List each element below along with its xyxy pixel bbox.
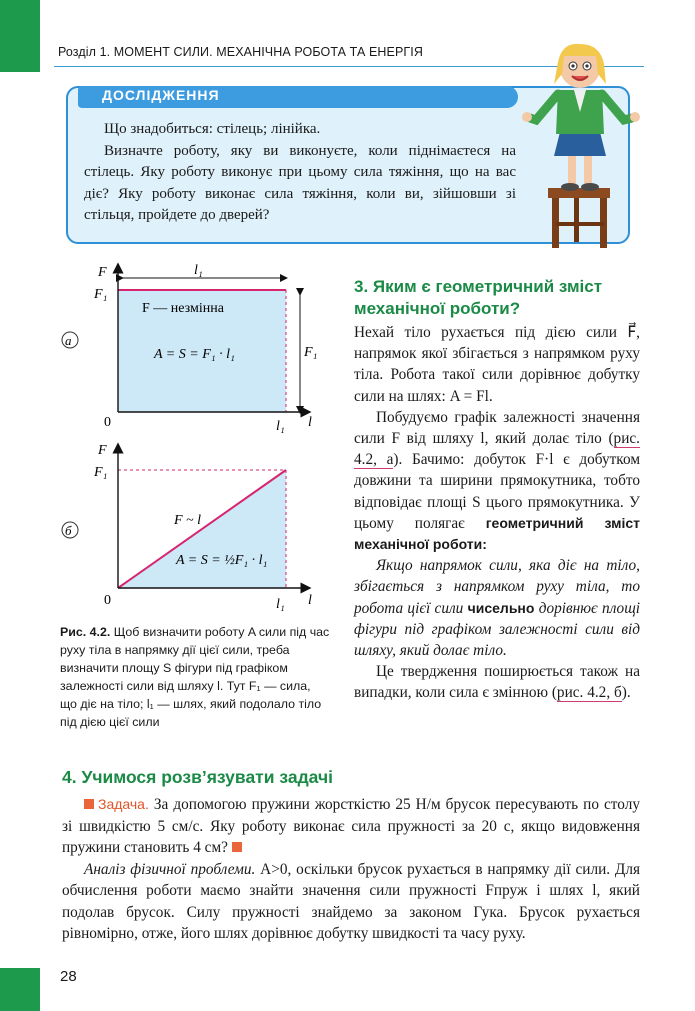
- task-square-icon: [84, 799, 94, 809]
- section-4-title: 4. Учимося розв’язувати задачі: [62, 767, 333, 787]
- graph-b-marker: б: [65, 523, 72, 538]
- graph-b: [62, 443, 312, 612]
- graph-a-formula: A = S = F₁ · l₁: [154, 347, 235, 362]
- page-number: 28: [60, 968, 77, 985]
- analysis: [62, 859, 640, 945]
- graph-b-f1-label: F₁: [94, 465, 108, 480]
- graph-a-f1-label: F₁: [94, 287, 108, 302]
- figure-caption-text: Щоб визначити роботу A сили під час руху тіла в напрямку дії цієї сили, треба визначити площу S фігури під графіком залежності сили від шляху l. Тут F₁ — сила, що діє на тіло; l₁ — шлях, який подолало тіло під дією цієї сили: [60, 625, 330, 729]
- section-3-p3-bold: чисельно: [467, 599, 535, 616]
- section-3-p3-text-b: дорівнює площі фігури під графіком залежності сили від шляху, який долає тіло.: [354, 599, 640, 660]
- graph-b-origin: 0: [104, 593, 111, 608]
- section-3-body: [354, 322, 640, 704]
- green-margin-bar-bottom: [0, 968, 40, 1011]
- task-text: За допомогою пружини жорсткістю 25 Н/м брусок пересувають по столу зі швидкістю 5 см/с. Яку роботу виконає сила пружності за 20 с, якщо видовження пружини становить 4 см?: [62, 796, 641, 856]
- section-3-p1: Нехай тіло рухається під дією сили F⃗, напрямок якої збігається з напрямком руху тіла. Робота такої сили дорівнює добутку сили на шлях: A = Fl.: [354, 324, 640, 405]
- running-header: Розділ 1. МОМЕНТ СИЛИ. МЕХАНІЧНА РОБОТА ТА ЕНЕРГІЯ: [58, 45, 423, 59]
- graph-b-axis-y-label: F: [98, 443, 107, 458]
- figure-caption-lead: Рис. 4.2.: [60, 625, 111, 639]
- task-statement: [62, 794, 640, 859]
- section-3-p2-bold: геометричний зміст механічної роботи:: [354, 514, 640, 553]
- green-margin-bar-top: [0, 0, 40, 72]
- graph-b-l1-tick: l₁: [276, 597, 285, 612]
- graph-a-right-dim: F₁: [304, 345, 318, 360]
- figure-ref-4-2a[interactable]: рис. 4.2, а: [354, 430, 640, 469]
- section-3-p2-text-a: Побудуємо графік залежності значення сили F від шляху l, який долає тіло (: [354, 408, 640, 448]
- figure-4-2: [56, 258, 346, 618]
- section-3-p3-text-a: Якщо напрямок сили, яка діє на тіло, збігається з напрямком руху тіла, то робота цієї сили: [354, 557, 640, 617]
- graph-b-axis-x-label: l: [308, 593, 312, 608]
- figure-caption: [60, 623, 330, 731]
- section-3-title: 3. Яким є геометричний зміст механічної роботи?: [354, 277, 603, 318]
- task-end-square-icon: [232, 842, 242, 852]
- section-3-p2-text-b: ). Бачимо: добуток F·l є добутком довжини та ширини прямокутника, тобто відповідає площі S цього прямокутника. У цьому полягає: [354, 451, 640, 532]
- graph-a-axis-x-label: l: [308, 415, 312, 430]
- section-3-p4-text-a: Це твердження поширюється також на випадки, коли сила є змінною (: [354, 663, 640, 702]
- research-title: ДОСЛІДЖЕННЯ: [102, 87, 220, 103]
- graph-a-axis-y-label: F: [98, 265, 107, 280]
- section-3-p3: [354, 555, 640, 661]
- analysis-lead: Аналіз фізичної проблеми.: [84, 860, 256, 878]
- graph-a-origin: 0: [104, 415, 111, 430]
- task-block: [62, 794, 640, 945]
- section-3-p4-text-b: ).: [621, 684, 631, 702]
- section-3-p4: [354, 661, 640, 703]
- research-p2: Визначте роботу, яку ви виконуєте, коли піднімаєтеся на стілець. Яку роботу виконує при цьому сила тяжіння, що на вас діє? Яку роботу виконає сила тяжіння, коли ви, зійшовши зі стільця, пройдете до дверей?: [84, 142, 516, 223]
- graph-a-top-dim: l₁: [194, 263, 203, 278]
- graph-a-const-label: F — незмінна: [142, 301, 224, 316]
- graph-a-marker: а: [65, 333, 72, 348]
- task-label: Задача.: [98, 796, 149, 812]
- graph-a-l1-tick: l₁: [276, 419, 285, 434]
- section-3-p2: [354, 407, 640, 555]
- research-text: [84, 119, 516, 227]
- girl-on-chair-illustration: [518, 40, 644, 250]
- graph-a: [62, 263, 317, 434]
- graph-b-formula: A = S = ½F₁ · l₁: [176, 553, 268, 568]
- graph-b-prop-label: F ~ l: [174, 513, 202, 528]
- analysis-text: A>0, оскільки брусок рухається в напрямку дії сили. Для обчислення роботи маємо знайти значення сили пружності Fпруж і шлях l, який подолав брусок. Силу пружності знайдемо за законом Гука. Брусок рухається рівномірно, отже, його шлях дорівнює добутку швидкості та часу руху.: [62, 860, 640, 942]
- figure-ref-4-2b[interactable]: рис. 4.2, б: [556, 684, 622, 702]
- research-p1: Що знадобиться: стілець; лінійка.: [104, 121, 321, 137]
